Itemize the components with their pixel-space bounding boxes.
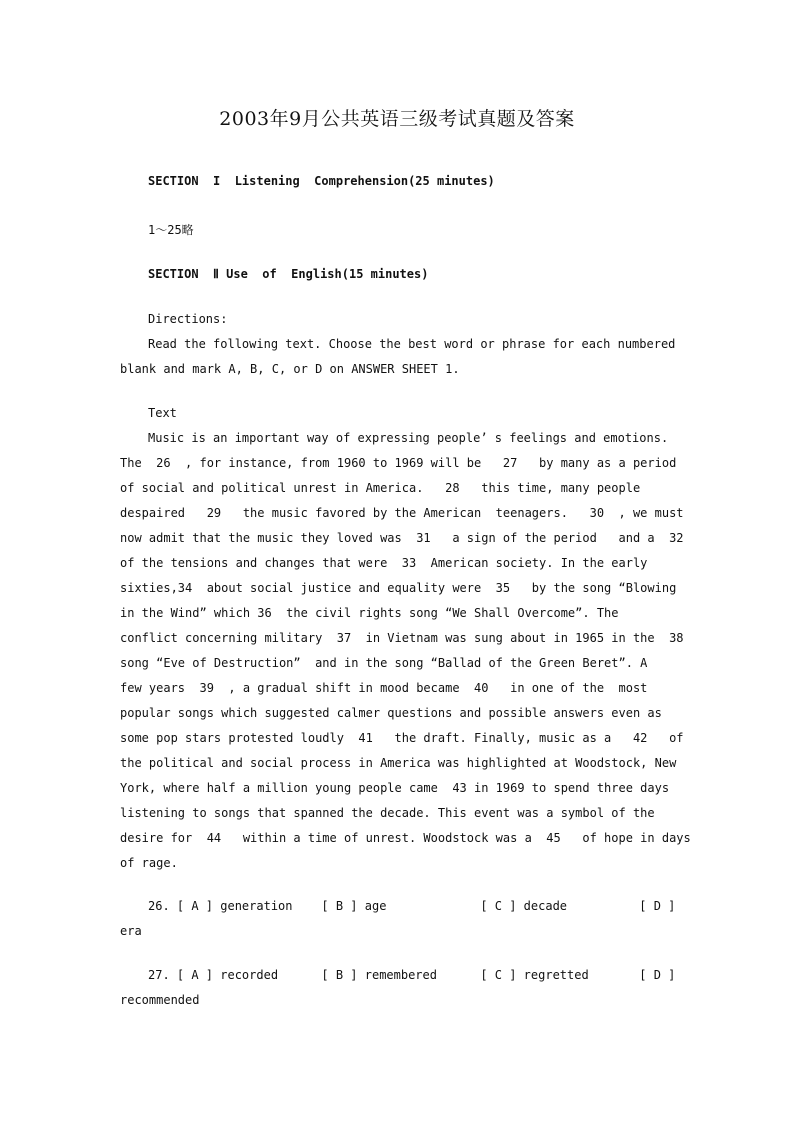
passage-line: conflict concerning military 37 in Vietnam was sung about in 1965 in the 38 (120, 631, 684, 645)
passage-line: The 26 , for instance, from 1960 to 1969 will be 27 by many as a period (120, 456, 677, 470)
passage-line: song “Eve of Destruction” and in the song “Ballad of the Green Beret”. A (120, 656, 648, 670)
question-27-options: 27. [ A ] recorded [ B ] remembered [ C ] regretted [ D ] (148, 968, 676, 982)
passage-line: sixties,34 about social justice and equality were 35 by the song “Blowing (120, 581, 677, 595)
passage-line: few years 39 , a gradual shift in mood became 40 in one of the most (120, 681, 648, 695)
passage-line: in the Wind” which 36 the civil rights song “We Shall Overcome”. The (120, 606, 619, 620)
passage-line: desire for 44 within a time of unrest. Woodstock was a 45 of hope in days (120, 831, 691, 845)
page-title: 2003年9月公共英语三级考试真题及答案 (219, 108, 575, 130)
section-2-heading: SECTION Ⅱ Use of English(15 minutes) (148, 267, 429, 281)
passage-line: of rage. (120, 856, 178, 870)
passage-line: York, where half a million young people came 43 in 1969 to spend three days (120, 781, 670, 795)
passage-line: the political and social process in America was highlighted at Woodstock, New (120, 756, 677, 770)
text-label: Text (148, 406, 177, 420)
question-27-option-d: recommended (120, 993, 200, 1007)
passage-line: popular songs which suggested calmer questions and possible answers even as (120, 706, 662, 720)
directions-label: Directions: (148, 312, 228, 326)
passage-line: of social and political unrest in America. 28 this time, many people (120, 481, 641, 495)
passage-line: despaired 29 the music favored by the American teenagers. 30 , we must (120, 506, 684, 520)
passage-line: some pop stars protested loudly 41 the draft. Finally, music as a 42 of (120, 731, 684, 745)
directions-line: Read the following text. Choose the best word or phrase for each numbered (148, 337, 676, 351)
passage-line: now admit that the music they loved was 31 a sign of the period and a 32 (120, 531, 684, 545)
directions-line: blank and mark A, B, C, or D on ANSWER SHEET 1. (120, 362, 460, 376)
passage-line: of the tensions and changes that were 33 American society. In the early (120, 556, 648, 570)
section-1-heading: SECTION I Listening Comprehension(25 minutes) (148, 174, 495, 188)
question-26-option-d: era (120, 924, 142, 938)
passage-line: Music is an important way of expressing people’ s feelings and emotions. (148, 431, 669, 445)
question-26-options: 26. [ A ] generation [ B ] age [ C ] decade [ D ] (148, 899, 676, 913)
section-1-note: 1～25略 (148, 223, 194, 237)
passage-line: listening to songs that spanned the decade. This event was a symbol of the (120, 806, 655, 820)
